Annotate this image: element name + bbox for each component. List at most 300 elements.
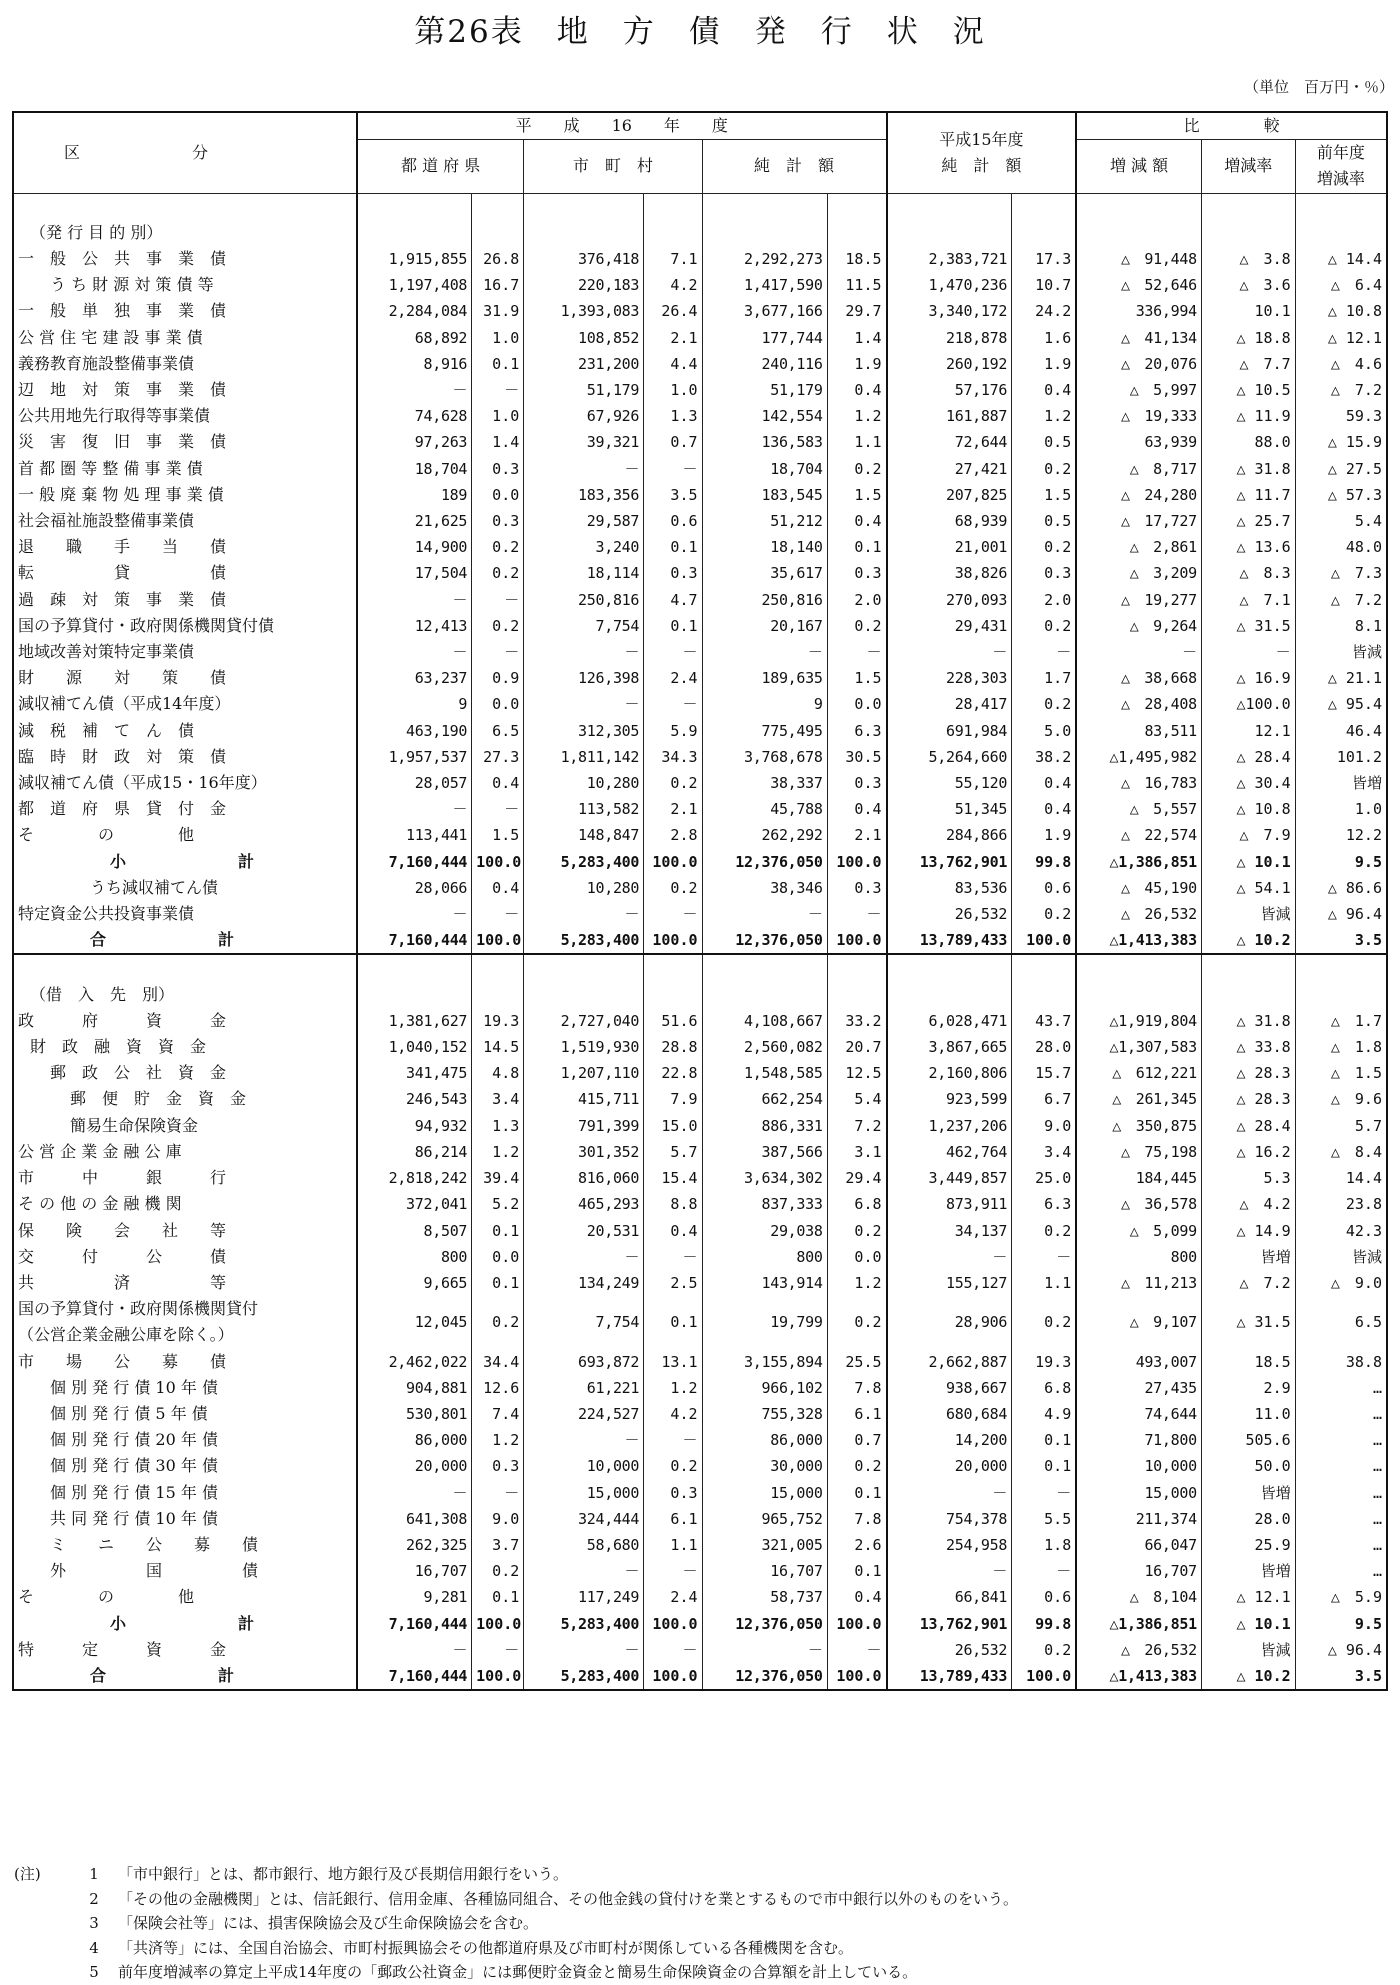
row-value: 3,634,302 <box>702 1165 827 1191</box>
row-label: 公 営 企 業 金 融 公 庫 <box>13 1139 357 1165</box>
row-label: 保 険 会 社 等 <box>13 1218 357 1244</box>
row-value: 39,321 <box>524 429 644 455</box>
row-value: 2,383,721 <box>887 246 1012 272</box>
row-value: 0.1 <box>472 1584 524 1610</box>
row-value: 42.3 <box>1295 1218 1387 1244</box>
row-value: － <box>644 639 702 665</box>
header-prev-change-rate: 前年度 増減率 <box>1295 140 1387 193</box>
row-value: － <box>472 901 524 927</box>
table-row <box>13 1218 1387 1244</box>
page-title: 第26表 地 方 債 発 行 状 況 <box>414 14 986 50</box>
row-value: － <box>472 1480 524 1506</box>
row-value: 2.1 <box>644 325 702 351</box>
row-value: 1.9 <box>1012 822 1077 848</box>
row-value: 2.6 <box>827 1532 886 1558</box>
row-value: 886,331 <box>702 1113 827 1139</box>
row-value: 0.1 <box>472 1270 524 1296</box>
header-prefectures: 都 道 府 県 <box>357 140 524 193</box>
row-value: △ 8.4 <box>1295 1139 1387 1165</box>
row-value: 50.0 <box>1201 1453 1295 1479</box>
row-value: 100.0 <box>644 849 702 875</box>
row-value: 9.5 <box>1295 849 1387 875</box>
row-value: … <box>1295 1401 1387 1427</box>
row-value: 4.4 <box>644 351 702 377</box>
row-value: 皆増 <box>1201 1244 1295 1270</box>
row-value: 26,532 <box>887 1637 1012 1663</box>
table-row <box>13 1349 1387 1375</box>
row-value: 1.1 <box>644 1532 702 1558</box>
row-value: △ 31.5 <box>1201 1296 1295 1348</box>
row-value: 1,811,142 <box>524 744 644 770</box>
row-value: 0.2 <box>1012 901 1077 927</box>
row-value: 100.0 <box>827 1663 886 1690</box>
row-value: 465,293 <box>524 1191 644 1217</box>
footnote-item <box>14 1887 1018 1912</box>
total-row <box>13 1663 1387 1690</box>
row-value: 284,866 <box>887 822 1012 848</box>
row-value: 4.2 <box>644 1401 702 1427</box>
section-label: （発 行 目 的 別） <box>13 220 357 246</box>
footnote-item <box>14 1960 1018 1985</box>
row-value: 0.4 <box>827 508 886 534</box>
row-value: 800 <box>702 1244 827 1270</box>
row-label: 郵 政 公 社 資 金 <box>13 1060 357 1086</box>
row-value: － <box>644 691 702 717</box>
row-value: △ 14.9 <box>1201 1218 1295 1244</box>
row-value: 19.3 <box>472 1008 524 1034</box>
row-value: 5,283,400 <box>524 1663 644 1690</box>
row-value: 3,240 <box>524 534 644 560</box>
row-label: 財 源 対 策 債 <box>13 665 357 691</box>
row-value: 0.2 <box>1012 1637 1077 1663</box>
row-value: － <box>524 1244 644 1270</box>
row-value: 皆増 <box>1201 1480 1295 1506</box>
row-value: △ 36,578 <box>1076 1191 1201 1217</box>
row-value: － <box>827 639 886 665</box>
row-value: 15.7 <box>1012 1060 1077 1086</box>
row-value: 2,284,084 <box>357 298 472 324</box>
row-value: 2.5 <box>644 1270 702 1296</box>
footnote-head: (注) <box>14 1865 41 1883</box>
row-value: 0.2 <box>472 534 524 560</box>
row-value: 38,337 <box>702 770 827 796</box>
row-value: 100.0 <box>472 1611 524 1637</box>
row-value: 15,000 <box>702 1480 827 1506</box>
footnote-head <box>14 1936 70 1961</box>
row-value: 0.4 <box>827 1584 886 1610</box>
row-value: △ 7.3 <box>1295 560 1387 586</box>
row-value: 34,137 <box>887 1218 1012 1244</box>
row-value: 12,045 <box>357 1296 472 1348</box>
row-value: 9,281 <box>357 1584 472 1610</box>
row-label: ミ ニ 公 募 債 <box>13 1532 357 1558</box>
row-value: 2,292,273 <box>702 246 827 272</box>
row-value: △ 31.5 <box>1201 613 1295 639</box>
row-value: 1.2 <box>472 1139 524 1165</box>
footnote-head <box>14 1911 70 1936</box>
row-value: 100.0 <box>644 1611 702 1637</box>
footnote-number: 4 <box>89 1938 99 1957</box>
row-label: 減収補てん債（平成14年度） <box>13 691 357 717</box>
row-value: 100.0 <box>472 927 524 954</box>
row-value: 48.0 <box>1295 534 1387 560</box>
row-value: 100.0 <box>827 1611 886 1637</box>
row-value: 2.1 <box>644 796 702 822</box>
row-value: 20,000 <box>357 1453 472 1479</box>
row-value: △100.0 <box>1201 691 1295 717</box>
row-value: 20,000 <box>887 1453 1012 1479</box>
row-value: △ 8,104 <box>1076 1584 1201 1610</box>
table-row <box>13 1060 1387 1086</box>
row-value: 21,625 <box>357 508 472 534</box>
row-value: 58,737 <box>702 1584 827 1610</box>
row-value: 2,662,887 <box>887 1349 1012 1375</box>
row-value: 966,102 <box>702 1375 827 1401</box>
row-value: 4.8 <box>472 1060 524 1086</box>
row-value: △ 38,668 <box>1076 665 1201 691</box>
table-row <box>13 1427 1387 1453</box>
row-value: △ 8.3 <box>1201 560 1295 586</box>
header-fy15: 平成15年度 純 計 額 <box>887 112 1077 193</box>
row-value: 1.8 <box>1012 1532 1077 1558</box>
row-value: 1,417,590 <box>702 272 827 298</box>
row-value: 1.2 <box>472 1427 524 1453</box>
row-value: 3,449,857 <box>887 1165 1012 1191</box>
table-row <box>13 1558 1387 1584</box>
row-value: 16,707 <box>1076 1558 1201 1584</box>
row-value: 1,957,537 <box>357 744 472 770</box>
row-value: 19.3 <box>1012 1349 1077 1375</box>
row-value: 250,816 <box>702 587 827 613</box>
row-value: 100.0 <box>644 927 702 954</box>
row-value: 800 <box>357 1244 472 1270</box>
row-value: 0.2 <box>472 1558 524 1584</box>
row-value: △ 24,280 <box>1076 482 1201 508</box>
row-value: 99.8 <box>1012 1611 1077 1637</box>
row-value: － <box>357 1637 472 1663</box>
row-value: 10.7 <box>1012 272 1077 298</box>
row-value: 662,254 <box>702 1086 827 1112</box>
row-value: … <box>1295 1558 1387 1584</box>
total-row <box>13 927 1387 954</box>
row-value: 5.9 <box>644 718 702 744</box>
row-value: 14.5 <box>472 1034 524 1060</box>
row-label: 合 計 <box>13 1663 357 1690</box>
row-value: 800 <box>1076 1244 1201 1270</box>
row-value: 0.2 <box>472 560 524 586</box>
table-row <box>13 1244 1387 1270</box>
row-value: 0.2 <box>472 613 524 639</box>
row-value: 113,441 <box>357 822 472 848</box>
footnote-text: 「その他の金融機関」とは、信託銀行、信用金庫、各種協同組合、その他金銭の貸付けを業とするもので市中銀行以外のものをいう。 <box>118 1889 1019 1908</box>
row-label: 義務教育施設整備事業債 <box>13 351 357 377</box>
row-value: 0.2 <box>472 1296 524 1348</box>
row-value: △ 15.9 <box>1295 429 1387 455</box>
row-value: 7.9 <box>644 1086 702 1112</box>
row-value: 0.1 <box>472 351 524 377</box>
row-value: … <box>1295 1532 1387 1558</box>
row-value: 923,599 <box>887 1086 1012 1112</box>
row-value: 7,754 <box>524 1296 644 1348</box>
row-value: △ 10.5 <box>1201 377 1295 403</box>
header-fy16: 平 成 16 年 度 <box>357 112 887 140</box>
row-value: △ 30.4 <box>1201 770 1295 796</box>
row-value: 5.5 <box>1012 1506 1077 1532</box>
table-row <box>13 691 1387 717</box>
row-value: 2.0 <box>827 587 886 613</box>
row-value: 5,283,400 <box>524 1611 644 1637</box>
row-value: 26,532 <box>887 901 1012 927</box>
row-value: △ 28,408 <box>1076 691 1201 717</box>
row-value: 0.1 <box>827 1558 886 1584</box>
row-value: 100.0 <box>827 927 886 954</box>
row-value: 83,536 <box>887 875 1012 901</box>
row-value: 0.3 <box>827 875 886 901</box>
table-row <box>13 1401 1387 1427</box>
row-value: 38.2 <box>1012 744 1077 770</box>
row-value: － <box>1076 639 1201 665</box>
row-value: 0.2 <box>1012 613 1077 639</box>
row-value: 680,684 <box>887 1401 1012 1427</box>
row-value: 13.1 <box>644 1349 702 1375</box>
row-label: 個 別 発 行 債 5 年 債 <box>13 1401 357 1427</box>
row-value: △ 13.6 <box>1201 534 1295 560</box>
table-row <box>13 822 1387 848</box>
table-row <box>13 1506 1387 1532</box>
row-value: 7,160,444 <box>357 1663 472 1690</box>
row-value: 218,878 <box>887 325 1012 351</box>
row-value: 1.7 <box>1012 665 1077 691</box>
row-value: △1,919,804 <box>1076 1008 1201 1034</box>
row-value: 0.5 <box>1012 508 1077 534</box>
row-value: 5.3 <box>1201 1165 1295 1191</box>
row-value: △ 19,333 <box>1076 403 1201 429</box>
row-value: △ 95.4 <box>1295 691 1387 717</box>
row-value: △ 25.7 <box>1201 508 1295 534</box>
row-value: 0.6 <box>644 508 702 534</box>
row-value: 9 <box>702 691 827 717</box>
row-value: 0.1 <box>644 534 702 560</box>
row-value: 57,176 <box>887 377 1012 403</box>
row-value: － <box>887 1244 1012 1270</box>
row-value: － <box>357 901 472 927</box>
row-value: 7,160,444 <box>357 1611 472 1637</box>
row-value: 6.8 <box>827 1191 886 1217</box>
row-value: 0.2 <box>644 770 702 796</box>
footnote-item <box>14 1911 1018 1936</box>
row-value: 462,764 <box>887 1139 1012 1165</box>
row-value: 4,108,667 <box>702 1008 827 1034</box>
row-value: 9,665 <box>357 1270 472 1296</box>
row-value: 2,818,242 <box>357 1165 472 1191</box>
row-value: 1,470,236 <box>887 272 1012 298</box>
row-value: 18.5 <box>1201 1349 1295 1375</box>
row-value: △ 16.9 <box>1201 665 1295 691</box>
row-value: △ 96.4 <box>1295 1637 1387 1663</box>
row-value: － <box>887 1558 1012 1584</box>
row-value: 904,881 <box>357 1375 472 1401</box>
row-value: 0.2 <box>1012 691 1077 717</box>
row-value: － <box>524 1637 644 1663</box>
row-value: 29.4 <box>827 1165 886 1191</box>
row-label: 個 別 発 行 債 15 年 債 <box>13 1480 357 1506</box>
row-value: 38,346 <box>702 875 827 901</box>
row-value: 3.4 <box>472 1086 524 1112</box>
row-value: 0.1 <box>827 1480 886 1506</box>
row-label: 地域改善対策特定事業債 <box>13 639 357 665</box>
row-value: 183,356 <box>524 482 644 508</box>
row-value: … <box>1295 1480 1387 1506</box>
row-value: － <box>887 639 1012 665</box>
row-value: 693,872 <box>524 1349 644 1375</box>
table-row <box>13 456 1387 482</box>
row-value: 5.4 <box>827 1086 886 1112</box>
table-row <box>13 429 1387 455</box>
row-value: 372,041 <box>357 1191 472 1217</box>
row-value: 6,028,471 <box>887 1008 1012 1034</box>
table-row <box>13 351 1387 377</box>
row-value: △ 11.9 <box>1201 403 1295 429</box>
row-value: 5.2 <box>472 1191 524 1217</box>
row-value: 1.5 <box>1012 482 1077 508</box>
row-value: 100.0 <box>827 849 886 875</box>
table-row <box>13 534 1387 560</box>
row-value: 1.2 <box>1012 403 1077 429</box>
row-value: － <box>357 639 472 665</box>
row-value: 30,000 <box>702 1453 827 1479</box>
row-value: 1.5 <box>827 482 886 508</box>
bond-issuance-table <box>12 111 1388 1691</box>
row-label: 一 般 廃 棄 物 処 理 事 業 債 <box>13 482 357 508</box>
row-value: － <box>702 1637 827 1663</box>
row-value: 0.1 <box>1012 1453 1077 1479</box>
row-value: 63,237 <box>357 665 472 691</box>
row-value: － <box>524 456 644 482</box>
row-value: 189 <box>357 482 472 508</box>
row-value: 10,000 <box>1076 1453 1201 1479</box>
row-value: 324,444 <box>524 1506 644 1532</box>
row-value: △ 11,213 <box>1076 1270 1201 1296</box>
row-value: 463,190 <box>357 718 472 744</box>
row-value: 2,160,806 <box>887 1060 1012 1086</box>
row-label: 財 政 融 資 資 金 <box>13 1034 357 1060</box>
row-value: 25.9 <box>1201 1532 1295 1558</box>
row-value: 415,711 <box>524 1086 644 1112</box>
row-value: △ 5,557 <box>1076 796 1201 822</box>
row-value: △ 4.6 <box>1295 351 1387 377</box>
row-value: 14.4 <box>1295 1165 1387 1191</box>
row-value: 28,066 <box>357 875 472 901</box>
row-label: 交 付 公 債 <box>13 1244 357 1270</box>
row-value: 5.7 <box>644 1139 702 1165</box>
row-value: 10,280 <box>524 770 644 796</box>
row-value: △ 16,783 <box>1076 770 1201 796</box>
table-row <box>13 560 1387 586</box>
footnote-text: 「保険会社等」には、損害保険協会及び生命保険協会を含む。 <box>118 1914 539 1932</box>
row-label: 都 道 府 県 貸 付 金 <box>13 796 357 822</box>
row-value: 691,984 <box>887 718 1012 744</box>
table-row <box>13 1375 1387 1401</box>
spacer-row <box>13 193 1387 220</box>
row-value: － <box>644 901 702 927</box>
row-value: △ 9,264 <box>1076 613 1201 639</box>
row-value: 0.2 <box>1012 534 1077 560</box>
row-value: 12.5 <box>827 1060 886 1086</box>
row-value: － <box>1012 639 1077 665</box>
row-value: 29.7 <box>827 298 886 324</box>
row-value: 66,841 <box>887 1584 1012 1610</box>
row-value: 312,305 <box>524 718 644 744</box>
row-value: 55,120 <box>887 770 1012 796</box>
row-value: 183,545 <box>702 482 827 508</box>
row-value: － <box>524 1427 644 1453</box>
row-value: 28.8 <box>644 1034 702 1060</box>
row-value: 2.8 <box>644 822 702 848</box>
row-value: 21,001 <box>887 534 1012 560</box>
row-value: 775,495 <box>702 718 827 744</box>
row-value: 211,374 <box>1076 1506 1201 1532</box>
row-label: 外 国 債 <box>13 1558 357 1584</box>
row-value: 17.3 <box>1012 246 1077 272</box>
row-value: 1.2 <box>827 1270 886 1296</box>
row-value: 0.2 <box>827 613 886 639</box>
row-value: 816,060 <box>524 1165 644 1191</box>
row-value: △ 26,532 <box>1076 901 1201 927</box>
row-value: 0.3 <box>827 770 886 796</box>
row-value: △ 19,277 <box>1076 587 1201 613</box>
row-value: 0.2 <box>1012 1296 1077 1348</box>
row-value: 387,566 <box>702 1139 827 1165</box>
row-label: 特定資金公共投資事業債 <box>13 901 357 927</box>
row-value: 5.0 <box>1012 718 1077 744</box>
row-value: 1,040,152 <box>357 1034 472 1060</box>
row-value: － <box>357 1480 472 1506</box>
row-value: 皆増 <box>1295 770 1387 796</box>
row-value: 1.1 <box>1012 1270 1077 1296</box>
row-value: 2.4 <box>644 1584 702 1610</box>
row-value: 100.0 <box>1012 927 1077 954</box>
row-value: － <box>524 691 644 717</box>
table-row <box>13 508 1387 534</box>
row-value: 270,093 <box>887 587 1012 613</box>
row-value: △ 9.6 <box>1295 1086 1387 1112</box>
row-value: △ 17,727 <box>1076 508 1201 534</box>
row-label: そ の 他 の 金 融 機 関 <box>13 1191 357 1217</box>
row-value: 0.3 <box>472 508 524 534</box>
subtotal-row <box>13 1611 1387 1637</box>
row-value: 13,762,901 <box>887 849 1012 875</box>
row-value: 29,038 <box>702 1218 827 1244</box>
row-value: 3,768,678 <box>702 744 827 770</box>
row-value: 6.3 <box>1012 1191 1077 1217</box>
row-value: 376,418 <box>524 246 644 272</box>
row-value: △ 22,574 <box>1076 822 1201 848</box>
row-value: － <box>357 587 472 613</box>
row-value: 18,704 <box>357 456 472 482</box>
row-value: 16,707 <box>702 1558 827 1584</box>
row-value: 2,462,022 <box>357 1349 472 1375</box>
row-value: 108,852 <box>524 325 644 351</box>
header-change-rate: 増減率 <box>1201 140 1295 193</box>
row-label: う ち 財 源 対 策 債 等 <box>13 272 357 298</box>
row-value: 39.4 <box>472 1165 524 1191</box>
row-value: 67,926 <box>524 403 644 429</box>
row-value: 20.7 <box>827 1034 886 1060</box>
row-value: 83,511 <box>1076 718 1201 744</box>
row-value: 68,892 <box>357 325 472 351</box>
row-value: 25.0 <box>1012 1165 1077 1191</box>
row-value: － <box>472 1637 524 1663</box>
